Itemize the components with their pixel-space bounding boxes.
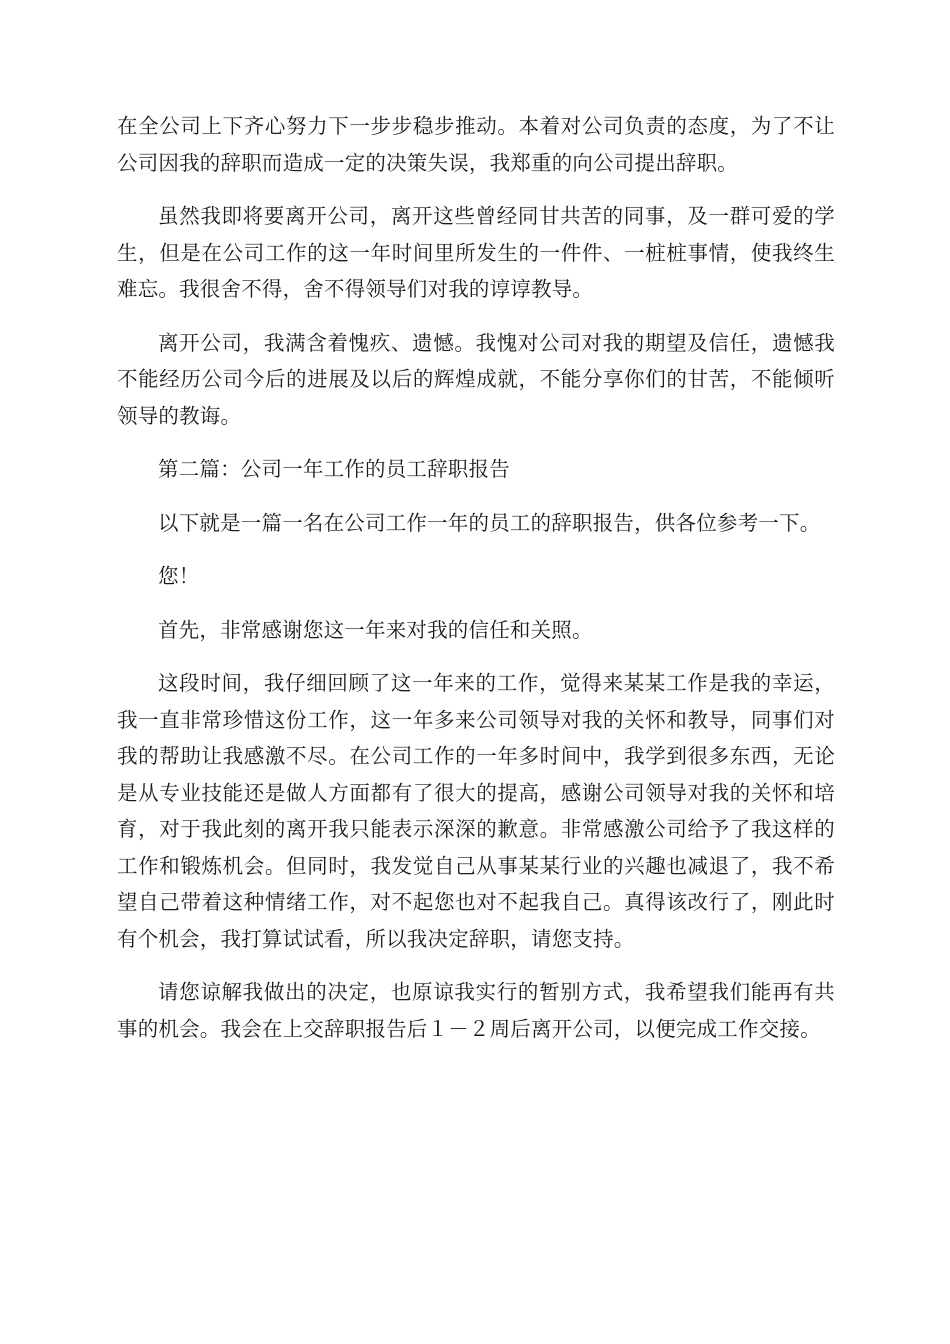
paragraph: 这段时间，我仔细回顾了这一年来的工作，觉得来某某工作是我的幸运，我一直非常珍惜这份工作，这一年多来公司领导对我的关怀和教导，同事们对我的帮助让我感激不尽。在公司工作的一年多时间中，我学到很多东西，无论是从专业技能还是做人方面都有了很大的提高，感谢公司领导对我的关怀和培育，对于我此刻的离开我只能表示深深的歉意。非常感激公司给予了我这样的工作和锻炼机会。但同时，我发觉自己从事某某行业的兴趣也减退了，我不希望自己带着这种情绪工作，对不起您也对不起我自己。真得该改行了，刚此时有个机会，我打算试试看，所以我决定辞职，请您支持。: [117, 671, 835, 951]
paragraph: 离开公司，我满含着愧疚、遗憾。我愧对公司对我的期望及信任，遗憾我不能经历公司今后的进展及以后的辉煌成就，不能分享你们的甘苦，不能倾听领导的教诲。: [117, 330, 835, 428]
section-heading: 第二篇：公司一年工作的员工辞职报告: [158, 457, 510, 481]
paragraph: 首先，非常感谢您这一年来对我的信任和关照。: [158, 617, 593, 642]
paragraph: 虽然我即将要离开公司，离开这些曾经同甘共苦的同事，及一群可爱的学生，但是在公司工作的这一年时间里所发生的一件件、一桩桩事情，使我终生难忘。我很舍不得，舍不得领导们对我的谆谆教导。: [117, 204, 835, 301]
paragraph: 请您谅解我做出的决定，也原谅我实行的暂别方式，我希望我们能再有共事的机会。我会在上交辞职报告后１－２周后离开公司，以便完成工作交接。: [117, 980, 835, 1041]
document-body: [117, 108, 835, 1064]
paragraph-continued: 在全公司上下齐心努力下一步步稳步推动。本着对公司负责的态度，为了不让公司因我的辞职而造成一定的决策失误，我郑重的向公司提出辞职。: [117, 114, 835, 175]
salutation: 您！: [158, 564, 200, 588]
paragraph: 以下就是一篇一名在公司工作一年的员工的辞职报告，供各位参考一下。: [158, 510, 821, 535]
